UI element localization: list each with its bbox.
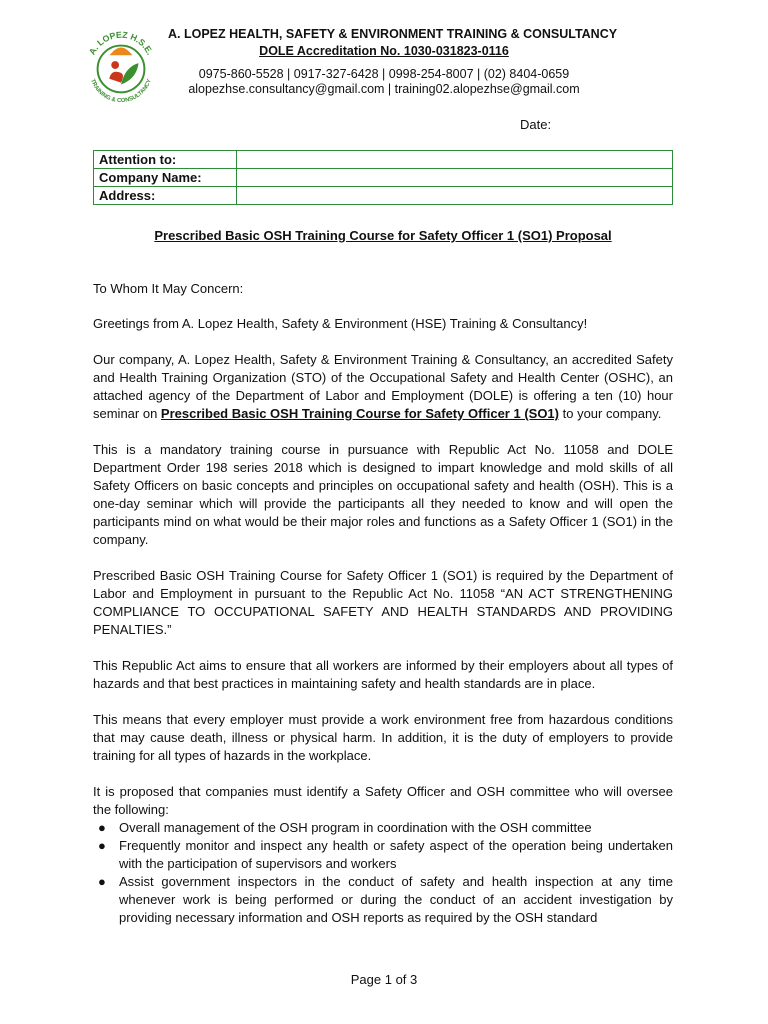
course-name: Prescribed Basic OSH Training Course for Safety Officer 1 (SO1) [160,406,559,421]
page-number: Page 1 of 3 [350,972,418,987]
list-item-text: Assist government inspectors in the conduct of safety and health inspection at any time whenever work is being performed or during the conduct of an accident investigation by providing necessary information and OSH reports as required by the OSH standard [119,874,673,925]
company-logo [82,24,160,110]
proposal-title: Prescribed Basic OSH Training Course for Safety Officer 1 (SO1) Proposal [154,228,612,243]
list-item [93,837,673,873]
paragraph-proposal: It is proposed that companies must identify a Safety Officer and OSH committee who will oversee the following: [93,784,673,817]
email-addresses: alopezhse.consultancy@gmail.com | training02.alopezhse@gmail.com [188,82,580,96]
company-name-label: Company Name: [94,169,237,187]
svg-text:TRAINING & CONSULTANCY: TRAINING & CONSULTANCY [89,78,153,105]
date-label: Date: [520,117,552,132]
list-item [93,873,673,927]
paragraph-intro [93,351,673,423]
attention-value[interactable] [237,151,673,169]
attention-label: Attention to: [94,151,237,169]
company-name: A. LOPEZ HEALTH, SAFETY & ENVIRONMENT TRAINING & CONSULTANCY [168,27,618,41]
svg-text:A. LOPEZ H.S.E.: A. LOPEZ H.S.E. [86,29,156,57]
table-row [94,187,673,205]
duties-list [93,819,673,927]
table-row [94,169,673,187]
address-label: Address: [94,187,237,205]
company-name-value[interactable] [237,169,673,187]
letter-body [93,280,673,927]
bullet-icon: ● [98,874,106,889]
list-item-text: Frequently monitor and inspect any health or safety aspect of the operation being undertaken with the participation of supervisors and workers [119,838,673,871]
paragraph-mandatory: This is a mandatory training course in pursuance with Republic Act No. 11058 and DOLE Department Order 198 series 2018 which is designed to impart knowledge and mold skills of all Safety Officers on basic concepts and principles on occupational safety and health (OSH). This is a one-day seminar which will provide the participants all they needed to know and will open the participants mind on what would be their major roles and functions as a Safety Officer 1 (SO1) in the company. [93,442,673,547]
salutation: To Whom It May Concern: [93,281,244,296]
table-row [94,151,673,169]
paragraph-requirement: Prescribed Basic OSH Training Course for Safety Officer 1 (SO1) is required by the Department of Labor and Employment in pursuant to the Republic Act No. 11058 “AN ACT STRENGTHENING COMPLIANCE TO OCCUPATIONAL SAFETY AND HEALTH STANDARDS AND PROVIDING PENALTIES.” [93,568,673,637]
recipient-table [93,150,673,205]
paragraph-republic-act: This Republic Act aims to ensure that all workers are informed by their employers about all types of hazards and that best practices in maintaining safety and health standards are in place. [93,658,673,691]
para1-end: to your company. [559,406,662,421]
greeting: Greetings from A. Lopez Health, Safety & Environment (HSE) Training & Consultancy! [93,316,588,331]
list-item-text: Overall management of the OSH program in coordination with the OSH committee [119,820,592,835]
phone-numbers: 0975-860-5528 | 0917-327-6428 | 0998-254-8007 | (02) 8404-0659 [198,67,570,81]
paragraph-employer-duty: This means that every employer must provide a work environment free from hazardous conditions that may cause death, illness or physical harm. In addition, it is the duty of employers to provide training for all types of hazards in the workplace. [93,712,673,763]
list-item [93,819,673,837]
bullet-icon: ● [98,838,106,853]
address-value[interactable] [237,187,673,205]
bullet-icon: ● [98,820,106,835]
accreditation-number: DOLE Accreditation No. 1030-031823-0116 [259,44,509,58]
para1-text: Our company, A. Lopez Health, Safety & Environment Training & Consultancy, an accredited Safety and Health Training Organization (STO) of the Occupational Safety and Health Center (OSHC), an attached agency of the Department of Labor and Employment (DOLE) is offering a ten (10) hour seminar on [93,352,673,421]
